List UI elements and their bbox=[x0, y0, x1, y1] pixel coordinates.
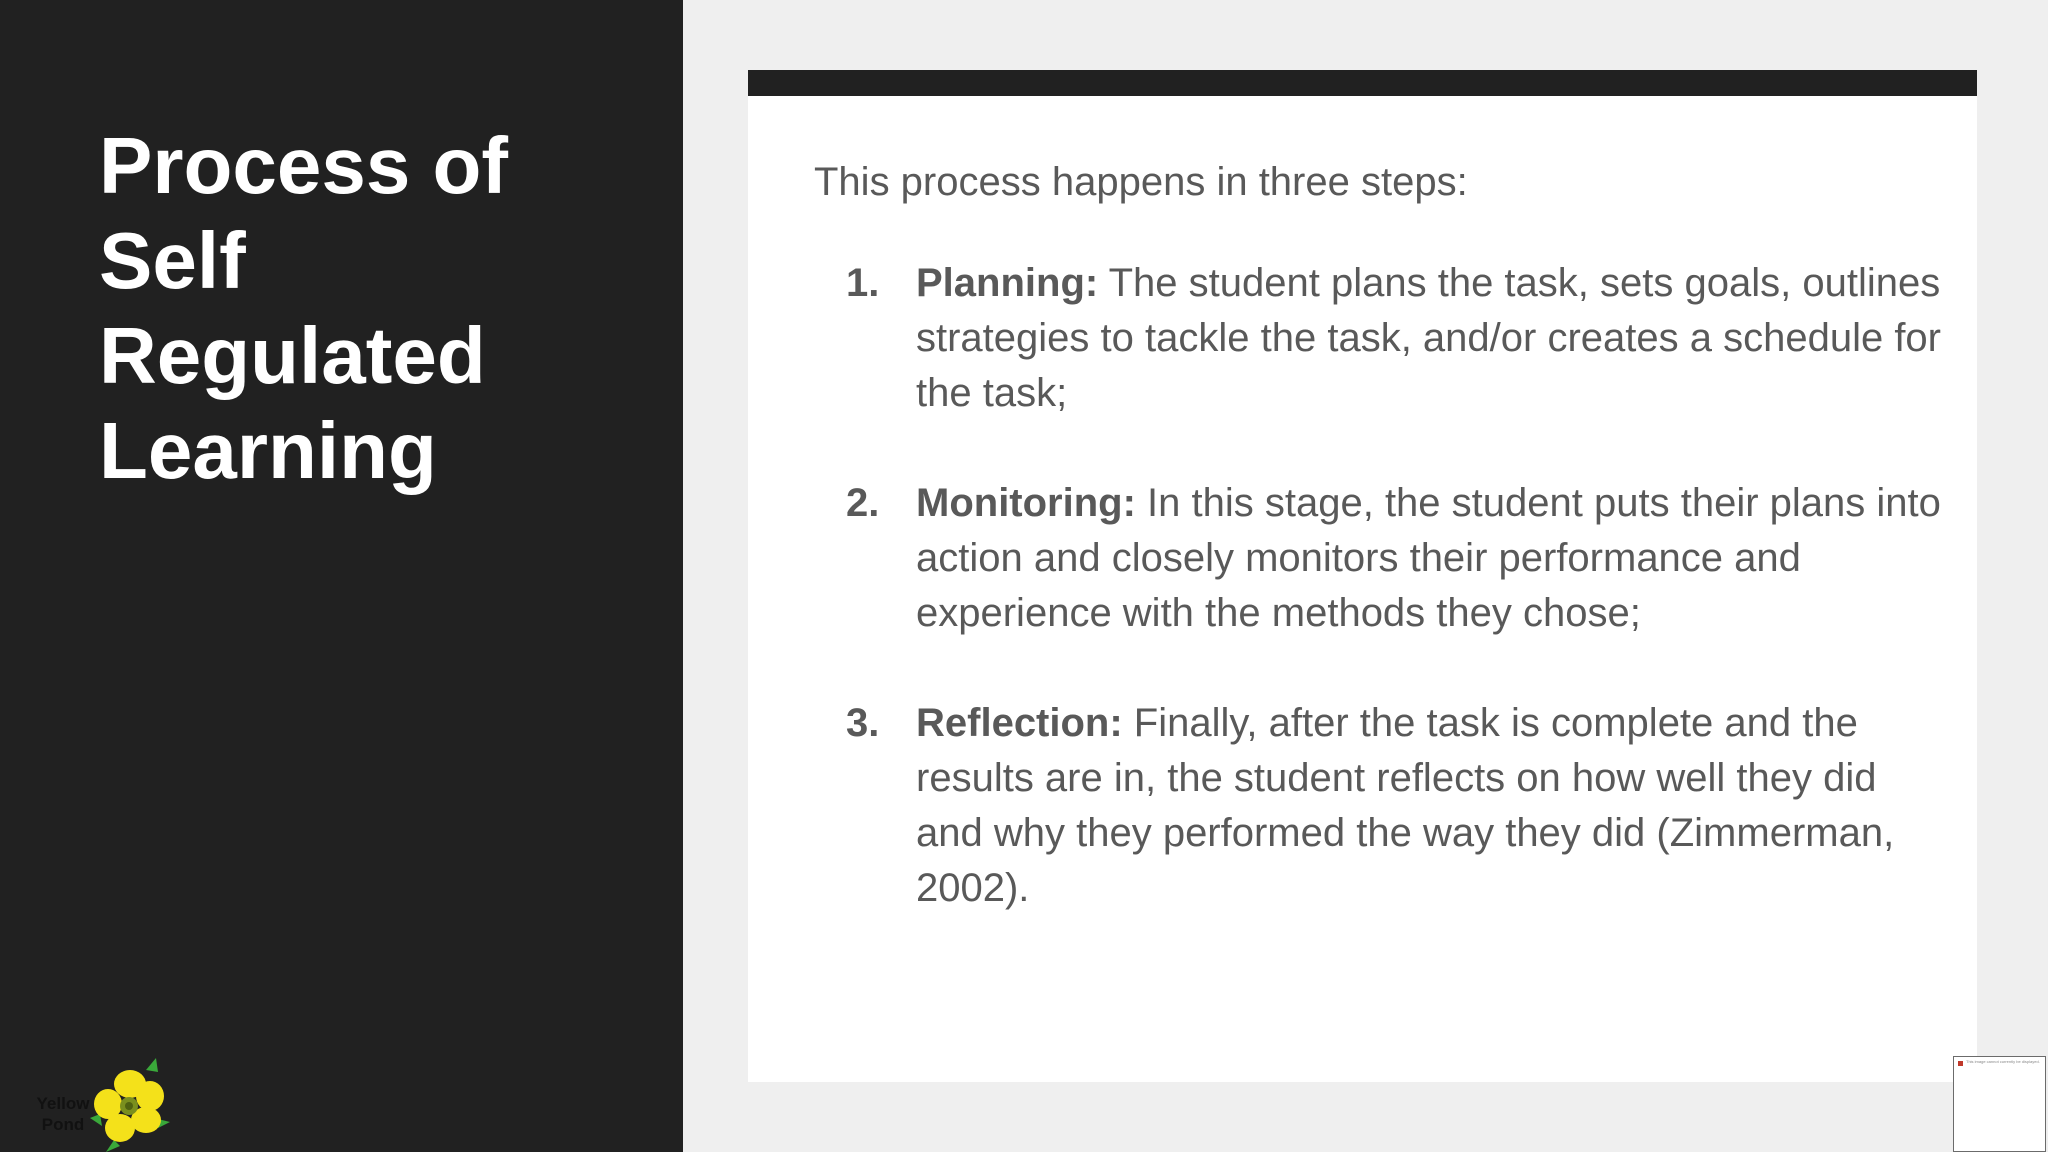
logo-text: Yellow Pond bbox=[36, 1094, 90, 1134]
list-item bbox=[814, 256, 1944, 421]
yellow-pond-logo bbox=[24, 1056, 174, 1152]
content-card bbox=[748, 70, 1977, 1082]
broken-image-caption: This image cannot currently be displayed. bbox=[1966, 1059, 2040, 1064]
broken-image-placeholder bbox=[1953, 1056, 2046, 1152]
intro-text: This process happens in three steps: bbox=[814, 160, 1468, 204]
card-header-bar bbox=[748, 70, 1977, 96]
step-text: In this stage, the student puts their plans into action and closely monitors their performance and experience with the methods they chose; bbox=[916, 481, 1941, 635]
step-term: Reflection: bbox=[916, 701, 1123, 745]
steps-list bbox=[814, 256, 1944, 971]
slide-title: Process of Self Regulated Learning bbox=[99, 121, 509, 495]
step-text: Finally, after the task is complete and the results are in, the student reflects on how well they did and why they performed the way they did (Zimmerman, 2002). bbox=[916, 701, 1895, 910]
yellow-flower-icon bbox=[84, 1056, 194, 1152]
step-text: The student plans the task, sets goals, outlines strategies to tackle the task, and/or creates a schedule for the task; bbox=[916, 261, 1941, 415]
step-term: Monitoring: bbox=[916, 481, 1136, 525]
step-number: 2. bbox=[846, 481, 880, 525]
step-number: 1. bbox=[846, 261, 880, 305]
step-number: 3. bbox=[846, 701, 880, 745]
left-panel bbox=[0, 0, 683, 1152]
list-item bbox=[814, 696, 1944, 916]
list-item bbox=[814, 476, 1944, 641]
step-term: Planning: bbox=[916, 261, 1099, 305]
broken-image-icon bbox=[1958, 1061, 1963, 1066]
